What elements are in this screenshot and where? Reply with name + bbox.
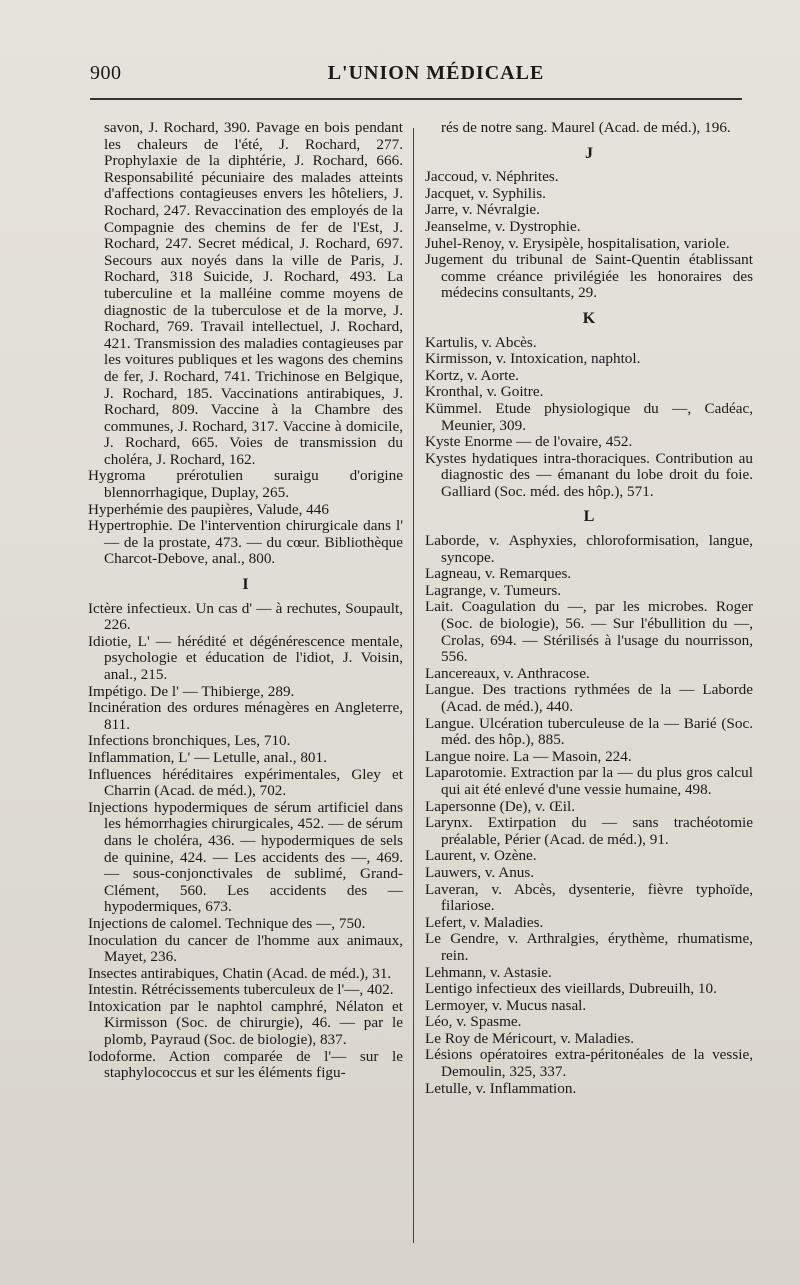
index-entry: Lancereaux, v. Anthracose.: [425, 664, 590, 682]
index-entry: Lait. Coagulation du —, par les microbes. Roger (Soc. de biologie), 56. — Sur l'ébullition du —, Crolas, 694. — Stérilisés à l'usage du nourrisson, 556.: [425, 598, 753, 666]
index-entry: Iodoforme. Action comparée de l'— sur le staphylococcus et sur les éléments figu-: [88, 1047, 403, 1082]
index-entry: Laveran, v. Abcès, dysenterie, fièvre typhoïde, filariose.: [425, 880, 753, 915]
index-entry: Ictère infectieux. Un cas d' — à rechutes, Soupault, 226.: [88, 599, 403, 634]
index-entry: Kümmel. Etude physiologique du —, Cadéac, Meunier, 309.: [425, 399, 753, 434]
page-header: [90, 62, 742, 92]
index-entry: Lagrange, v. Tumeurs.: [425, 581, 562, 599]
index-entry: Incinération des ordures ménagères en Angleterre, 811.: [88, 699, 403, 733]
index-entry: Laurent, v. Ozène.: [425, 847, 537, 865]
index-entry: Hyperhémie des paupières, Valude, 446: [88, 500, 329, 518]
index-entry: Injections de calomel. Technique des —, 750.: [88, 914, 366, 932]
index-entry: Infections bronchiques, Les, 710.: [88, 732, 291, 750]
index-entry: Lehmann, v. Astasie.: [425, 963, 552, 981]
index-entry: Kystes hydatiques intra-thoraciques. Contribution au diagnostic des — émanant du lobe droit du foie. Galliard (Soc. méd. des hôp.), 571.: [425, 449, 753, 500]
index-entry: Langue. Des tractions rythmées de la — Laborde (Acad. de méd.), 440.: [425, 681, 753, 715]
index-entry: Lésions opératoires extra-péritonéales de la vessie, Demoulin, 325, 337.: [425, 1046, 753, 1081]
index-entry: savon, J. Rochard, 390. Pavage en bois pendant les chaleurs de l'été, J. Rochard, 277. Prophylaxie de la diphtérie, J. Rochard, 666. Responsabilité pécuniaire des malades atteints d'affections contagieuses envers les hôteliers, J. Rochard, 247. Revaccination des employés de la Compagnie des chemins de fer de l'Est, J. Rochard, 247. Secret médical, J. Rochard, 697. Secours aux noyés dans la ville de Paris, J. Rochard, 318 Suicide, J. Rochard, 493. La tuberculine et la malléine comme moyens de diagnostic de la tuberculose et de la morve, J. Rochard, 769. Travail intellectuel, J. Rochard, 421. Transmission des maladies contagieuses par les voitures publiques et les wagons des chemins de fer, J. Rochard, 741. Trichinose en Belgique, J. Rochard, 185. Vaccinations antirabiques, J. Rochard, 809. Vaccine à la Chambre des communes, J. Rochard, 317. Vaccine à domicile, J. Rochard, 665. Voies de transmission du choléra, J. Rochard, 162.: [104, 119, 403, 468]
left-column: [88, 120, 403, 1082]
index-entry: Lapersonne (De), v. Œil.: [425, 797, 575, 815]
page-number: 900: [90, 62, 122, 84]
index-entry: Intoxication par le naphtol camphré, Nélaton et Kirmisson (Soc. de chirurgie), 46. — par le plomb, Payraud (Soc. de biologie), 837.: [88, 997, 403, 1049]
column-divider: [413, 128, 414, 1243]
index-entry: Le Gendre, v. Arthralgies, érythème, rhumatisme, rein.: [425, 930, 753, 964]
index-entry: Insectes antirabiques, Chatin (Acad. de méd.), 31.: [88, 964, 392, 982]
section-letter: L: [583, 508, 595, 526]
header-rule: [90, 98, 742, 100]
index-entry: Langue. Ulcération tuberculeuse de la — Barié (Soc. méd. des hôp.), 885.: [425, 714, 753, 749]
right-column: [425, 120, 753, 1097]
index-entry: Jugement du tribunal de Saint-Quentin établissant comme créance privilégiée les honoraires des médecins consultants, 29.: [425, 251, 753, 302]
section-letter: J: [585, 144, 593, 162]
index-entry: Jaccoud, v. Néphrites.: [425, 168, 559, 186]
index-entry: Injections hypodermiques de sérum artificiel dans les hémorrhagies chirurgicales, 452. — de sérum dans le choléra, 436. — hypodermiques de sels de quinine, 424. — Les accidents des —, 469. — sous-conjonctivales de sublimé, Grand-Clément, 560. Les accidents des — hypodermiques, 673.: [88, 798, 403, 916]
index-entry: Lermoyer, v. Mucus nasal.: [425, 996, 587, 1014]
index-entry: Inflammation, L' — Letulle, anal., 801.: [88, 748, 327, 766]
index-entry: Kartulis, v. Abcès.: [425, 333, 537, 351]
index-entry: Impétigo. De l' — Thibierge, 289.: [88, 682, 295, 700]
index-entry: Le Roy de Méricourt, v. Maladies.: [425, 1029, 635, 1047]
index-entry: Langue noire. La — Masoin, 224.: [425, 747, 632, 765]
index-entry: Kortz, v. Aorte.: [425, 366, 519, 384]
index-entry: Hygroma prérotulien suraigu d'origine blennorrhagique, Duplay, 265.: [88, 467, 403, 502]
index-entry: Jacquet, v. Syphilis.: [425, 184, 546, 202]
index-entry: Juhel-Renoy, v. Erysipèle, hospitalisation, variole.: [425, 234, 730, 252]
section-letter: I: [242, 576, 249, 594]
index-entry: rés de notre sang. Maurel (Acad. de méd.), 196.: [441, 119, 731, 136]
index-entry: Laborde, v. Asphyxies, chloroformisation, langue, syncope.: [425, 532, 753, 566]
index-entry: Larynx. Extirpation du — sans trachéotomie préalable, Périer (Acad. de méd.), 91.: [425, 814, 753, 848]
index-entry: Jarre, v. Névralgie.: [425, 201, 540, 219]
index-entry: Lauwers, v. Anus.: [425, 863, 535, 881]
index-entry: Lagneau, v. Remarques.: [425, 565, 572, 583]
index-entry: Kirmisson, v. Intoxication, naphtol.: [425, 350, 641, 368]
index-entry: Letulle, v. Inflammation.: [425, 1079, 577, 1097]
index-entry: Kronthal, v. Goitre.: [425, 383, 544, 401]
index-entry: Inoculation du cancer de l'homme aux animaux, Mayet, 236.: [88, 931, 403, 966]
index-entry: Lefert, v. Maladies.: [425, 913, 544, 931]
journal-title: L'UNION MÉDICALE: [327, 62, 545, 84]
index-entry: Influences héréditaires expérimentales, Gley et Charrin (Acad. de méd.), 702.: [88, 765, 403, 800]
index-entry: Intestin. Rétrécissements tuberculeux de l'—, 402.: [88, 981, 394, 999]
section-letter: K: [582, 309, 596, 327]
index-entry: Léo, v. Spasme.: [425, 1013, 522, 1031]
index-entry: Jeanselme, v. Dystrophie.: [425, 217, 581, 235]
index-entry: Laparotomie. Extraction par la — du plus gros calcul qui ait été enlevé d'une vessie humaine, 498.: [425, 764, 753, 798]
index-entry: Idiotie, L' — hérédité et dégénérescence mentale, psychologie et éducation de l'idiot, J. Voisin, anal., 215.: [88, 632, 403, 683]
index-entry: Kyste Enorme — de l'ovaire, 452.: [425, 433, 633, 451]
index-entry: Hypertrophie. De l'intervention chirurgicale dans l' — de la prostate, 473. — du cœur. Bibliothèque Charcot-Debove, anal., 800.: [88, 517, 403, 568]
index-entry: Lentigo infectieux des vieillards, Dubreuilh, 10.: [425, 980, 717, 998]
